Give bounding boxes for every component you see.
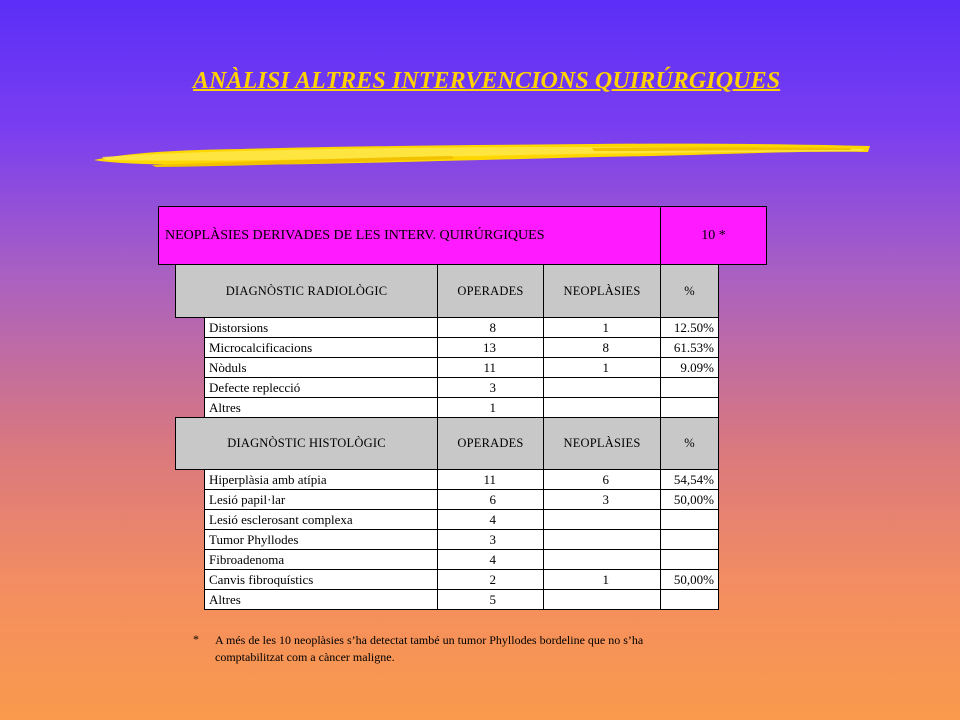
- percent-cell: 12.50%: [660, 317, 719, 338]
- percent-cell: [660, 589, 719, 610]
- footnote: [215, 632, 643, 666]
- neoplasies-cell: 1: [543, 357, 661, 378]
- operades-cell: 3: [437, 529, 544, 550]
- percent-cell: [660, 529, 719, 550]
- diagnosis-cell: Altres: [204, 397, 438, 418]
- diagnosis-cell: Nòduls: [204, 357, 438, 378]
- diagnosis-cell: Fibroadenoma: [204, 549, 438, 570]
- percent-cell: 50,00%: [660, 569, 719, 590]
- neoplasies-cell: 8: [543, 337, 661, 358]
- percent-cell: [660, 509, 719, 530]
- neoplasies-cell: 3: [543, 489, 661, 510]
- footnote-marker: *: [193, 632, 199, 646]
- highlighter-stroke-decoration: [92, 138, 872, 174]
- operades-cell: 6: [437, 489, 544, 510]
- operades-cell: 3: [437, 377, 544, 398]
- diagnosis-cell: Hiperplàsia amb atípia: [204, 469, 438, 490]
- page-title: ANÀLISI ALTRES INTERVENCIONS QUIRÚRGIQUES: [193, 68, 781, 94]
- diagnosis-cell: Canvis fibroquístics: [204, 569, 438, 590]
- histologic-header-percent: %: [660, 417, 719, 470]
- neoplasies-cell: [543, 509, 661, 530]
- operades-cell: 13: [437, 337, 544, 358]
- diagnosis-cell: Microcalcificacions: [204, 337, 438, 358]
- operades-cell: 11: [437, 469, 544, 490]
- operades-cell: 2: [437, 569, 544, 590]
- radiologic-header-diagnosis: DIAGNÒSTIC RADIOLÒGIC: [175, 264, 438, 318]
- neoplasies-cell: [543, 377, 661, 398]
- percent-cell: 54,54%: [660, 469, 719, 490]
- percent-cell: [660, 549, 719, 570]
- operades-cell: 4: [437, 509, 544, 530]
- diagnosis-cell: Lesió esclerosant complexa: [204, 509, 438, 530]
- neoplasies-cell: [543, 549, 661, 570]
- radiologic-header-neoplasies: NEOPLÀSIES: [543, 264, 661, 318]
- diagnosis-cell: Altres: [204, 589, 438, 610]
- diagnosis-cell: Defecte replecció: [204, 377, 438, 398]
- footnote-line-2: comptabilitzat com a càncer maligne.: [215, 650, 395, 664]
- radiologic-header-percent: %: [660, 264, 719, 318]
- percent-cell: 9.09%: [660, 357, 719, 378]
- radiologic-header-operades: OPERADES: [437, 264, 544, 318]
- percent-cell: [660, 397, 719, 418]
- operades-cell: 4: [437, 549, 544, 570]
- diagnosis-cell: Distorsions: [204, 317, 438, 338]
- neoplasies-cell: [543, 589, 661, 610]
- summary-value: 10 *: [660, 206, 767, 265]
- footnote-line-1: A més de les 10 neoplàsies s’ha detectat també un tumor Phyllodes bordeline que no s’ha: [215, 633, 644, 647]
- neoplasies-cell: 6: [543, 469, 661, 490]
- percent-cell: 61.53%: [660, 337, 719, 358]
- neoplasies-cell: [543, 397, 661, 418]
- operades-cell: 11: [437, 357, 544, 378]
- summary-label: NEOPLÀSIES DERIVADES DE LES INTERV. QUIRÚRGIQUES: [158, 206, 661, 265]
- diagnosis-cell: Lesió papil·lar: [204, 489, 438, 510]
- diagnosis-cell: Tumor Phyllodes: [204, 529, 438, 550]
- histologic-header-neoplasies: NEOPLÀSIES: [543, 417, 661, 470]
- neoplasies-cell: 1: [543, 569, 661, 590]
- percent-cell: 50,00%: [660, 489, 719, 510]
- neoplasies-cell: [543, 529, 661, 550]
- histologic-header-diagnosis: DIAGNÒSTIC HISTOLÒGIC: [175, 417, 438, 470]
- neoplasies-cell: 1: [543, 317, 661, 338]
- operades-cell: 5: [437, 589, 544, 610]
- histologic-header-operades: OPERADES: [437, 417, 544, 470]
- operades-cell: 8: [437, 317, 544, 338]
- percent-cell: [660, 377, 719, 398]
- operades-cell: 1: [437, 397, 544, 418]
